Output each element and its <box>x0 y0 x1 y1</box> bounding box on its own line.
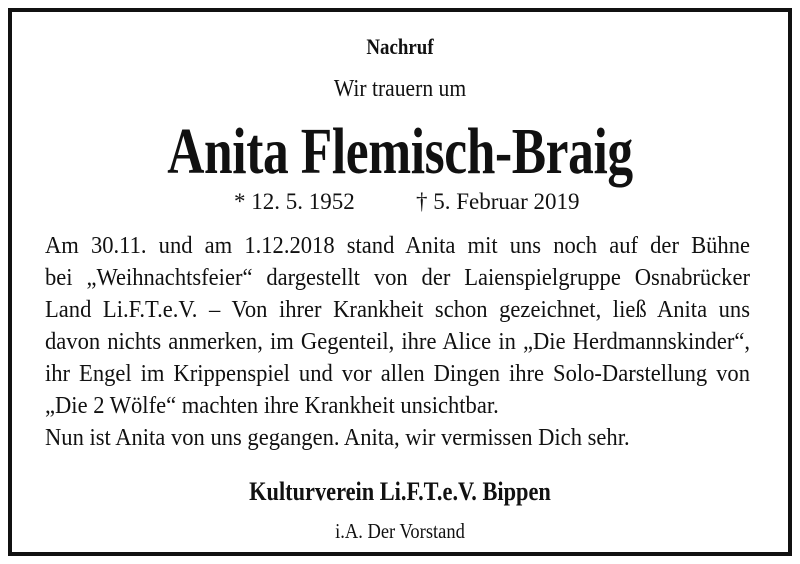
lead-line: Wir trauern um <box>333 76 467 102</box>
obituary-text <box>45 230 750 454</box>
body-line-7: Nun ist Anita von uns gegangen. Anita, wir vermissen Dich sehr. <box>45 425 630 451</box>
notice-kicker: Nachruf <box>366 34 434 59</box>
obituary-notice <box>8 8 792 556</box>
body-line-4: davon nichts anmerken, im Gegenteil, ihre Alice in „Die Herdmannskinder“, <box>45 329 750 355</box>
body-line-5: ihr Engel im Krippenspiel und vor allen Dingen ihre Solo-Darstellung von <box>45 361 750 387</box>
signer-organization: Kulturverein Li.F.T.e.V. Bippen <box>249 477 551 506</box>
deceased-name: Anita Flemisch-Braig <box>167 115 633 188</box>
birth-date: * 12. 5. 1952 <box>234 189 355 214</box>
body-line-6: „Die 2 Wölfe“ machten ihre Krankheit unsichtbar. <box>45 393 499 419</box>
signer-subline: i.A. Der Vorstand <box>335 519 465 543</box>
body-line-3: Land Li.F.T.e.V. – Von ihrer Krankheit schon gezeichnet, ließ Anita uns <box>45 297 750 323</box>
death-date: † 5. Februar 2019 <box>416 189 580 214</box>
body-line-1: Am 30.11. und am 1.12.2018 stand Anita mit uns noch auf der Bühne <box>45 233 750 259</box>
body-line-2: bei „Weihnachtsfeier“ dargestellt von der Laienspielgruppe Osnabrücker <box>45 265 750 291</box>
